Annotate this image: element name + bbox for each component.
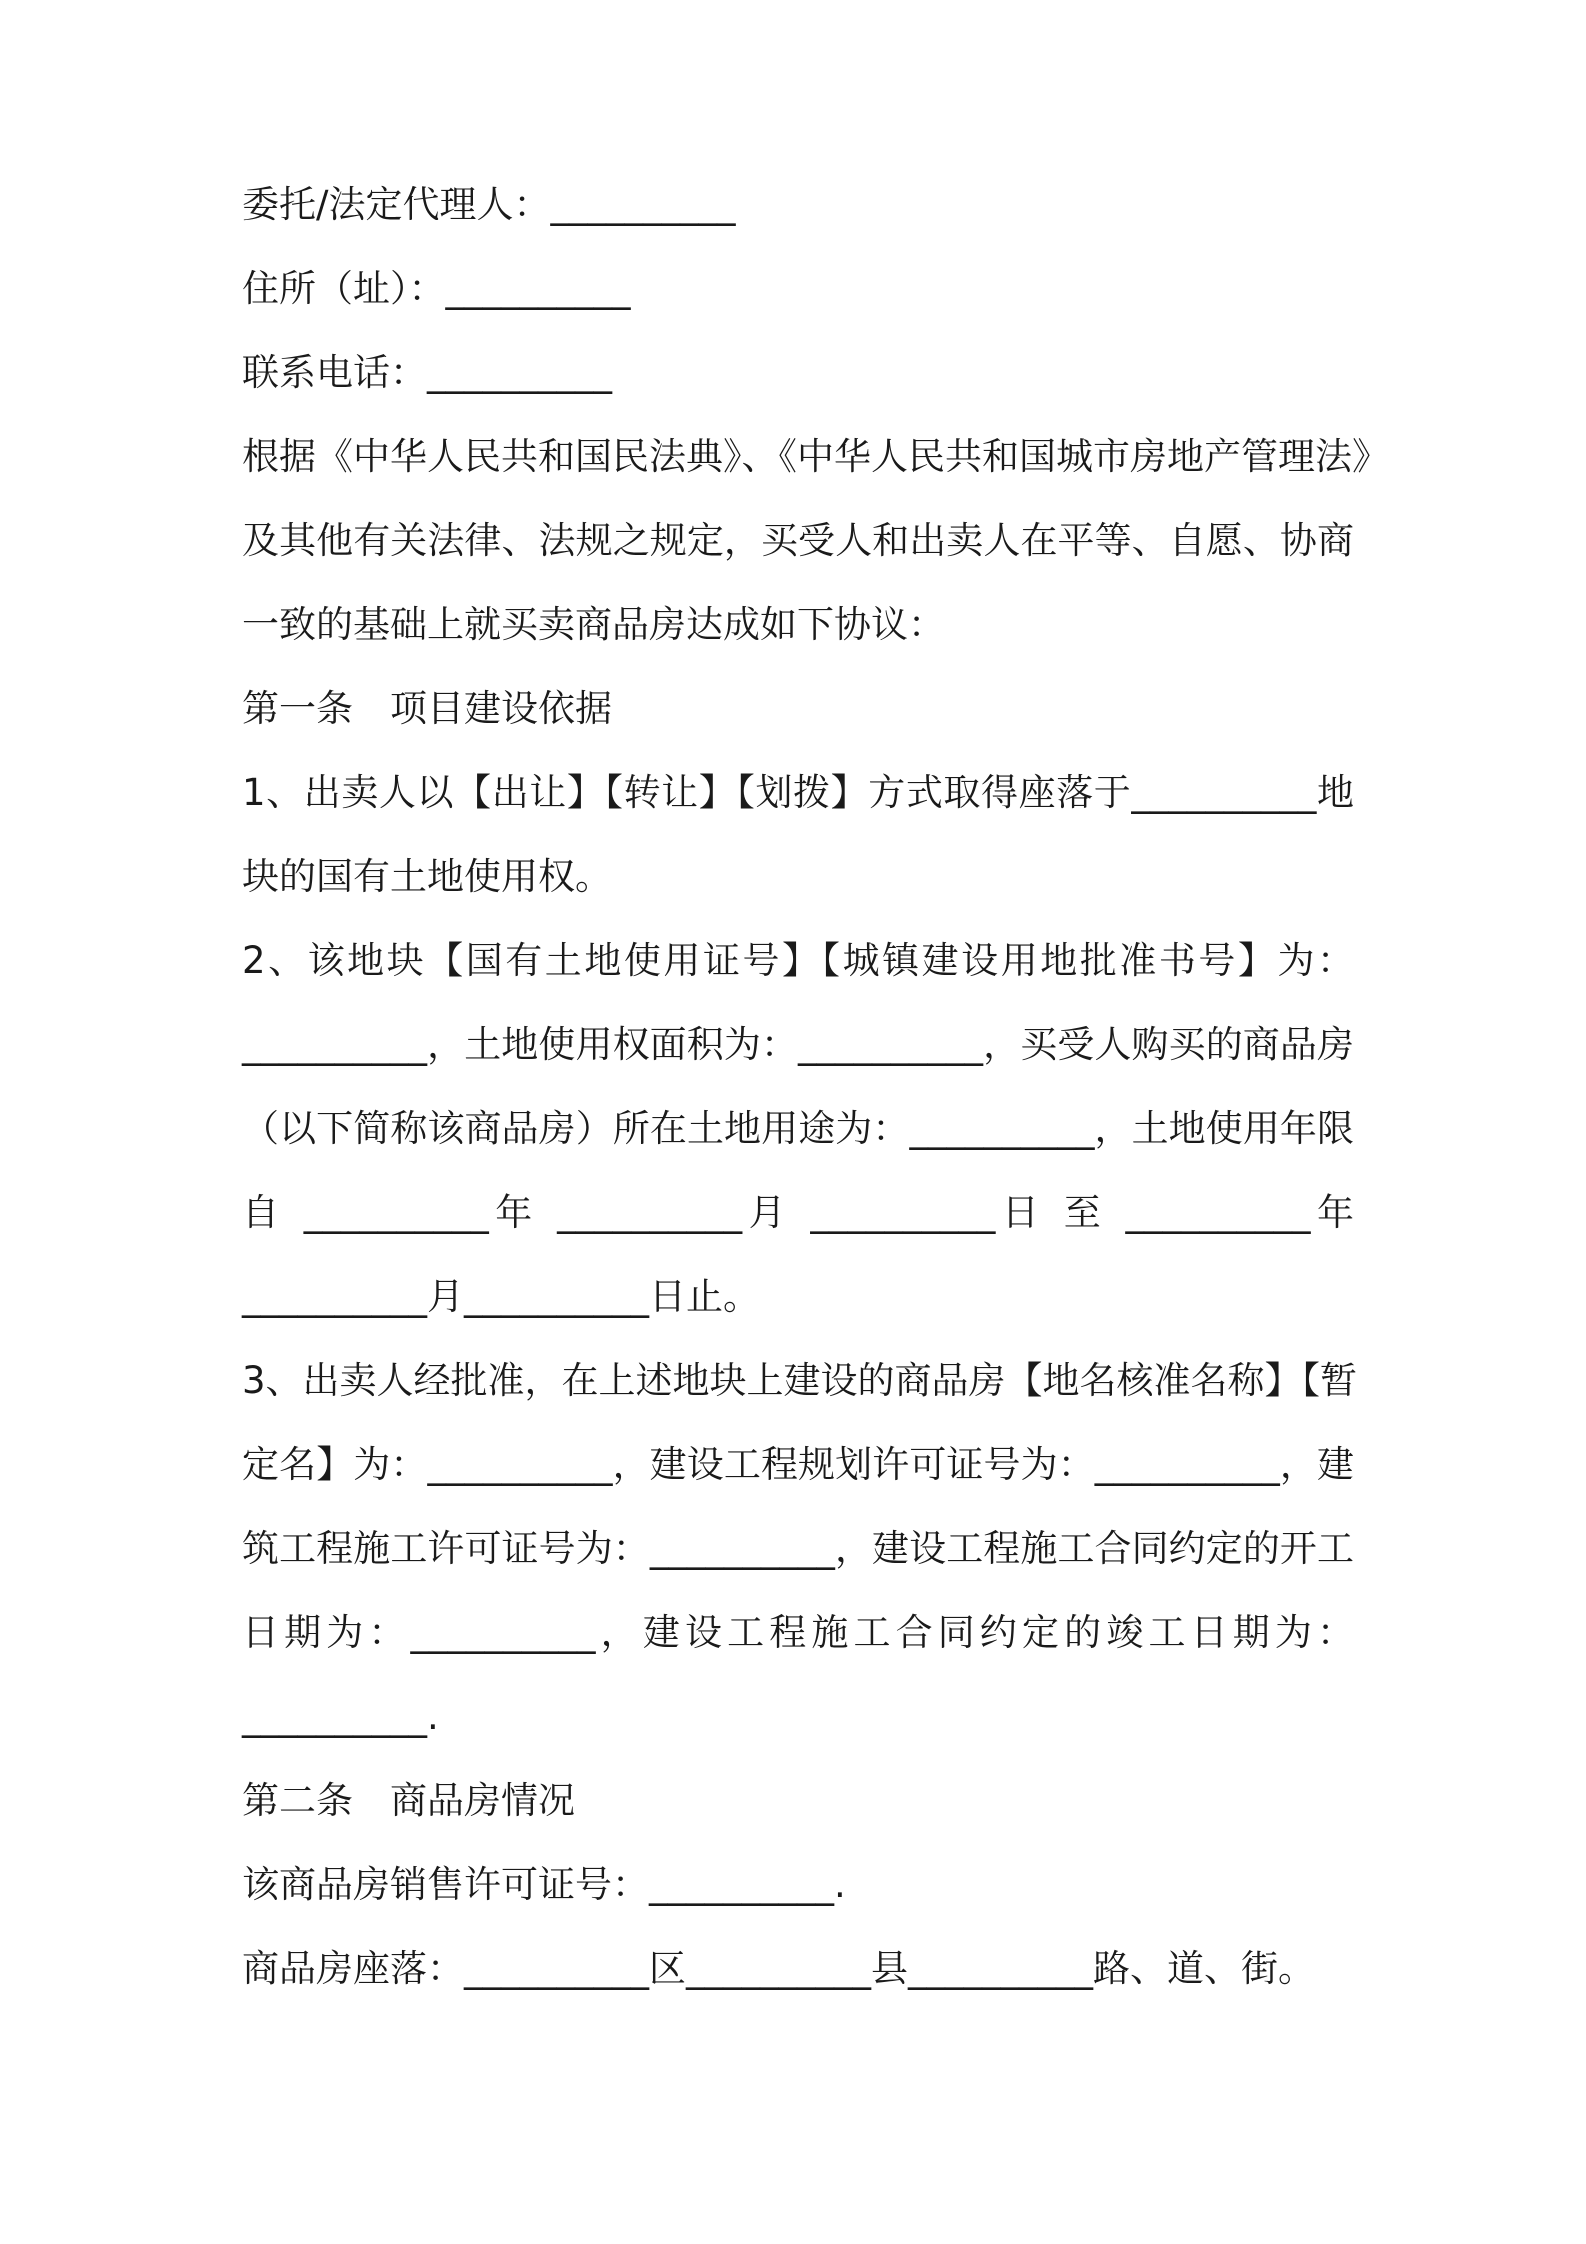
address-line: 住所（址）：__________: [242, 267, 631, 310]
phone-line: 联系电话：__________: [242, 351, 612, 394]
clause-3-line-5: __________.: [242, 1695, 439, 1738]
clause-2-line-1: 2、该地块【国有土地使用证号】【城镇建设用地批准书号】为：: [242, 939, 1354, 982]
preamble-line-2: 及其他有关法律、法规之规定，买受人和出卖人在平等、自愿、协商: [242, 519, 1354, 562]
sales-permit-line: 该商品房销售许可证号：__________.: [242, 1863, 846, 1906]
article-1-heading: 第一条 项目建设依据: [242, 687, 612, 730]
article-2-heading: 第二条 商品房情况: [242, 1779, 575, 1822]
clause-2-line-2: __________，土地使用权面积为：__________，买受人购买的商品房: [242, 1023, 1354, 1066]
clause-2-line-3: （以下简称该商品房）所在土地用途为：__________，土地使用年限: [242, 1107, 1354, 1150]
clause-1-line-1: 1、出卖人以【出让】【转让】【划拨】方式取得座落于__________地: [242, 771, 1354, 814]
location-line: 商品房座落：__________区__________县__________路、道、街。: [242, 1947, 1315, 1990]
agent-line: 委托/法定代理人：__________: [242, 183, 736, 226]
clause-3-line-3: 筑工程施工许可证号为：__________，建设工程施工合同约定的开工: [242, 1527, 1354, 1570]
clause-3-line-1: 3、出卖人经批准，在上述地块上建设的商品房【地名核准名称】【暂: [242, 1359, 1358, 1402]
preamble-line-3: 一致的基础上就买卖商品房达成如下协议：: [242, 603, 945, 646]
clause-1-line-2: 块的国有土地使用权。: [242, 855, 612, 898]
clause-2-line-5: __________月__________日止。: [242, 1275, 760, 1318]
clause-3-line-4: 日期为：__________，建设工程施工合同约定的竣工日期为：: [242, 1611, 1354, 1654]
preamble-line-1: 根据《中华人民共和国民法典》、《中华人民共和国城市房地产管理法》: [242, 435, 1389, 478]
clause-3-line-2: 定名】为：__________，建设工程规划许可证号为：__________，建: [242, 1443, 1354, 1486]
clause-2-line-4: 自 __________年 __________月 __________日 至 __________年: [242, 1191, 1354, 1234]
